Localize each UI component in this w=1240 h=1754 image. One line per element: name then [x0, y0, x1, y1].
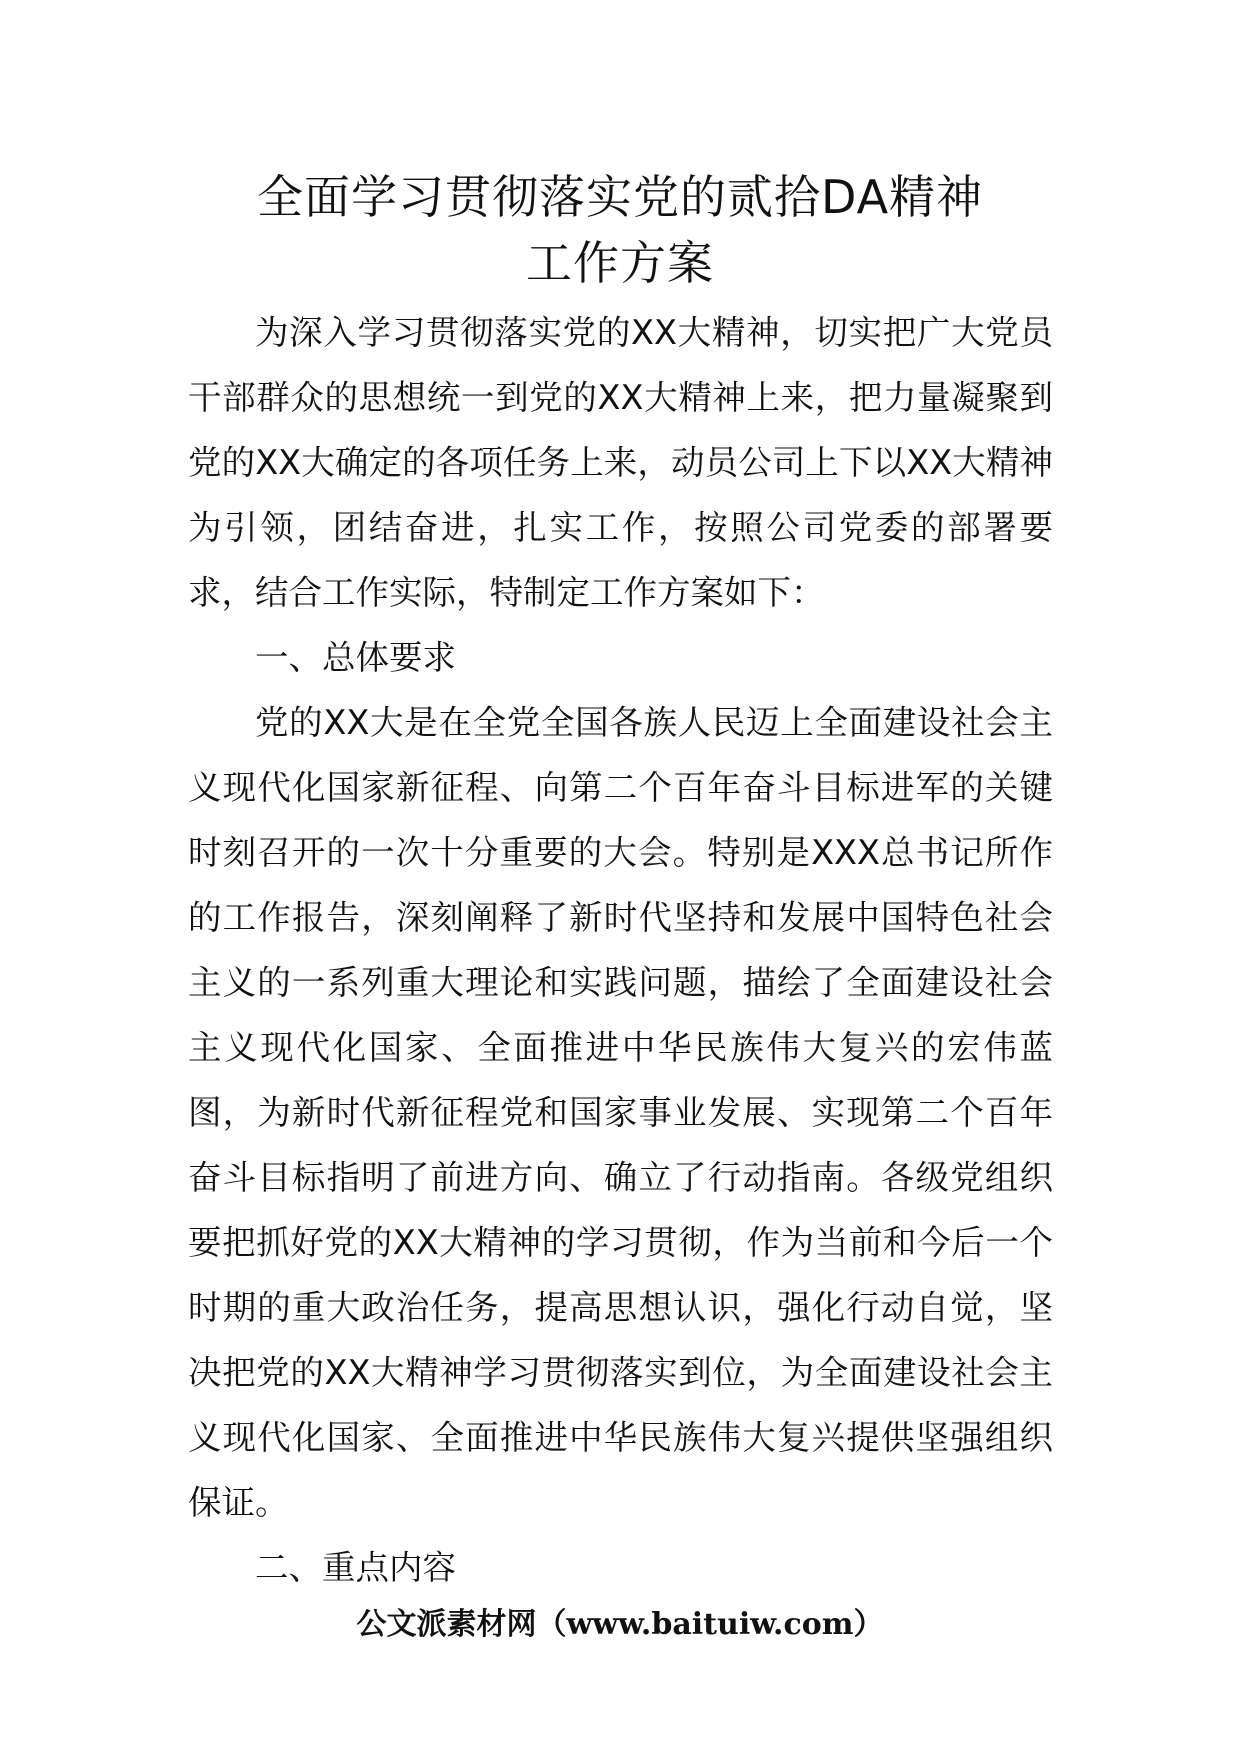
section-heading-general-requirements: 一、总体要求	[255, 638, 456, 677]
section-heading-key-content: 二、重点内容	[255, 1548, 456, 1587]
document-title-line-1: 全面学习贯彻落实党的贰拾DA精神	[256, 170, 984, 224]
document-body	[188, 300, 1053, 1600]
intro-paragraph: 为深入学习贯彻落实党的XX大精神，切实把广大党员干部群众的思想统一到党的XX大精神上来，把力量凝聚到党的XX大确定的各项任务上来，动员公司上下以XX大精神为引领，团结奋进，扎实工作，按照公司党委的部署要求，结合工作实际，特制定工作方案如下：	[188, 313, 1053, 612]
general-requirements-paragraph: 党的XX大是在全党全国各族人民迈上全面建设社会主义现代化国家新征程、向第二个百年奋斗目标进军的关键时刻召开的一次十分重要的大会。特别是XXX总书记所作的工作报告，深刻阐释了新时代坚持和发展中国特色社会主义的一系列重大理论和实践问题，描绘了全面建设社会主义现代化国家、全面推进中华民族伟大复兴的宏伟蓝图，为新时代新征程党和国家事业发展、实现第二个百年奋斗目标指明了前进方向、确立了行动指南。各级党组织要把抓好党的XX大精神的学习贯彻，作为当前和今后一个时期的重大政治任务，提高思想认识，强化行动自觉，坚决把党的XX大精神学习贯彻落实到位，为全面建设社会主义现代化国家、全面推进中华民族伟大复兴提供坚强组织保证。	[188, 703, 1053, 1522]
document-title-line-2: 工作方案	[526, 236, 714, 290]
footer-watermark: 公文派素材网（www.baituiw.com）	[356, 1607, 884, 1642]
